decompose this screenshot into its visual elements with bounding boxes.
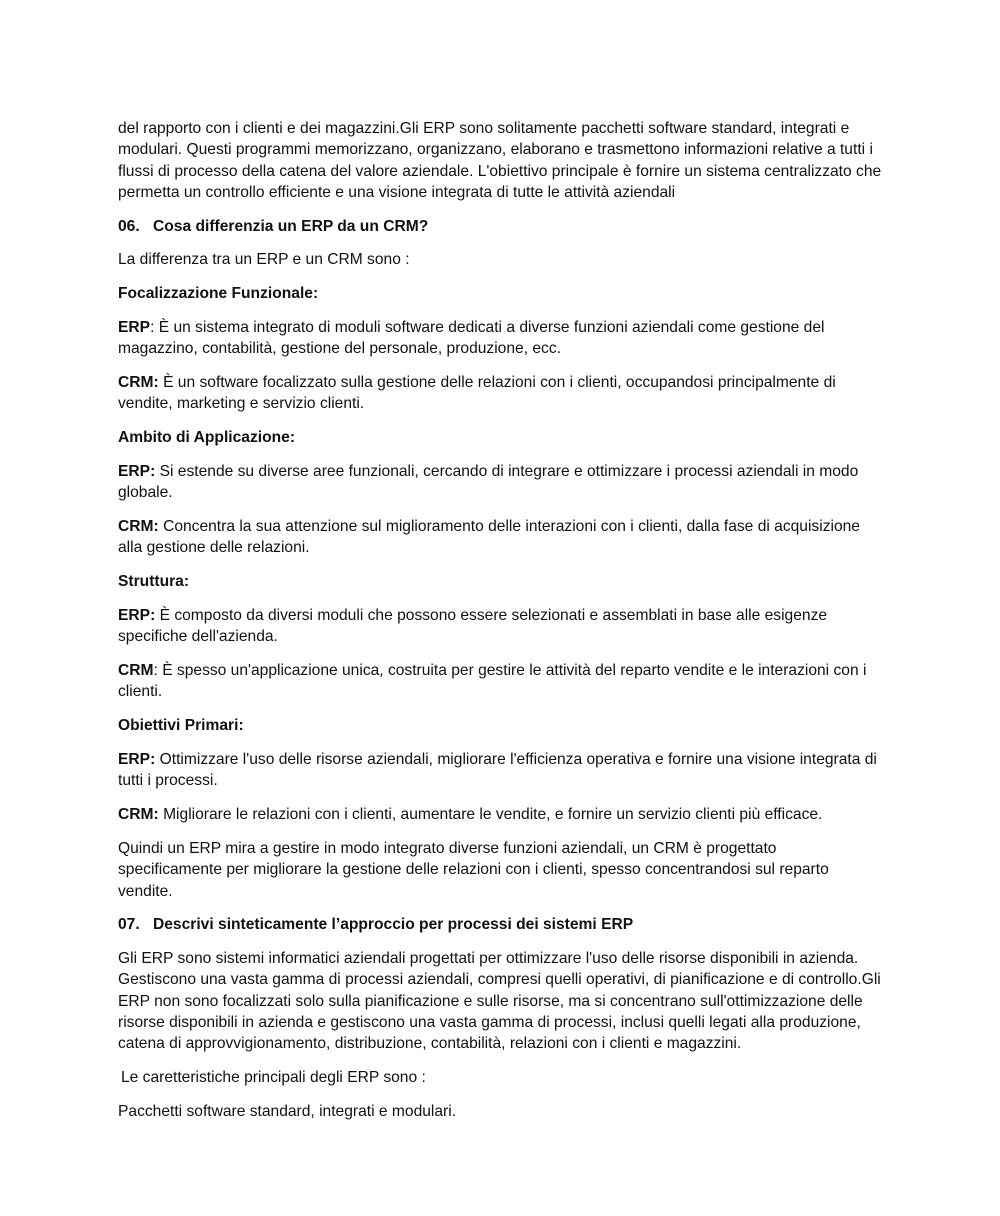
section-heading-functional-focus: Focalizzazione Funzionale:: [118, 285, 319, 303]
document-page: [118, 118, 884, 1135]
crm-label: CRM:: [118, 806, 159, 824]
section-heading-primary-goals: Obiettivi Primari:: [118, 717, 244, 735]
crm-paragraph-structure: [118, 660, 884, 703]
erp-text: È un sistema integrato di moduli software dedicati a diverse funzioni aziendali come gestione del magazzino, contabilità, gestione del personale, produzione, ecc.: [118, 319, 825, 358]
question-06-number: 06.: [118, 217, 140, 235]
erp-label: ERP:: [118, 751, 156, 769]
intro-paragraph: del rapporto con i clienti e dei magazzini.Gli ERP sono solitamente pacchetti software standard, integrati e modulari. Questi programmi memorizzano, organizzano, elaborano e trasmettono informazioni relative a tutti i flussi di processo della catena del valore aziendale. L'obiettivo principale è fornire un sistema centralizzato che permetta un controllo efficiente e una visione integrata di tutte le attività aziendali: [118, 120, 882, 201]
question-07-heading: [118, 914, 884, 935]
erp-paragraph-primary-goals: [118, 749, 884, 792]
crm-label: CRM: [118, 662, 154, 680]
question-06-heading: [118, 216, 884, 237]
erp-label: ERP: [118, 319, 151, 337]
crm-paragraph-primary-goals: [118, 804, 884, 825]
question-07-features-intro: Le caretteristiche principali degli ERP sono :: [121, 1069, 426, 1087]
erp-text: Si estende su diverse aree funzionali, cercando di integrare e ottimizzare i processi aziendali in modo globale.: [118, 463, 859, 502]
question-06-intro: La differenza tra un ERP e un CRM sono :: [118, 251, 410, 269]
section-heading-structure: Struttura:: [118, 573, 190, 591]
crm-text: Concentra la sua attenzione sul miglioramento delle interazioni con i clienti, dalla fase di acquisizione alla gestione delle relazioni.: [118, 518, 860, 557]
question-07-title: Descrivi sinteticamente l’approccio per processi dei sistemi ERP: [153, 916, 634, 934]
crm-text: Migliorare le relazioni con i clienti, aumentare le vendite, e fornire un servizio clienti più efficace.: [163, 806, 823, 824]
crm-separator: :: [153, 662, 163, 680]
question-07-body: Gli ERP sono sistemi informatici aziendali progettati per ottimizzare l'uso delle risorse disponibili in azienda. Gestiscono una vasta gamma di processi aziendali, compresi quelli operativi, di pianificazione e di controllo.Gli ERP non sono focalizzati solo sulla pianificazione e sulle risorse, ma si concentrano sull'ottimizzazione delle risorse disponibili in azienda e gestiscono una vasta gamma di processi, inclusi quelli legati alla produzione, catena di approvvigionamento, distribuzione, contabilità, relazioni con i clienti e magazzini.: [118, 950, 881, 1053]
question-06-title: Cosa differenzia un ERP da un CRM?: [153, 217, 429, 235]
section-heading-scope: Ambito di Applicazione:: [118, 429, 296, 447]
erp-label: ERP:: [118, 463, 156, 481]
erp-label: ERP:: [118, 607, 156, 625]
crm-text: È spesso un'applicazione unica, costruita per gestire le attività del reparto vendite e le interazioni con i clienti.: [118, 662, 867, 701]
erp-separator: :: [150, 319, 159, 337]
question-07-number: 07.: [118, 916, 140, 934]
crm-text: È un software focalizzato sulla gestione delle relazioni con i clienti, occupandosi principalmente di vendite, marketing e servizio clienti.: [118, 374, 836, 413]
question-07-feature-item: Pacchetti software standard, integrati e modulari.: [118, 1102, 457, 1120]
erp-paragraph-functional-focus: [118, 317, 884, 360]
question-06-conclusion: Quindi un ERP mira a gestire in modo integrato diverse funzioni aziendali, un CRM è progettato specificamente per migliorare la gestione delle relazioni con i clienti, spesso concentrandosi sul reparto vendite.: [118, 839, 829, 900]
erp-paragraph-scope: [118, 461, 884, 504]
crm-paragraph-functional-focus: [118, 372, 884, 415]
crm-label: CRM:: [118, 374, 159, 392]
crm-label: CRM:: [118, 518, 159, 536]
erp-text: Ottimizzare l'uso delle risorse aziendali, migliorare l'efficienza operativa e fornire una visione integrata di tutti i processi.: [118, 751, 877, 790]
erp-text: È composto da diversi moduli che possono essere selezionati e assemblati in base alle esigenze specifiche dell'azienda.: [118, 607, 828, 646]
erp-paragraph-structure: [118, 605, 884, 648]
crm-paragraph-scope: [118, 516, 884, 559]
